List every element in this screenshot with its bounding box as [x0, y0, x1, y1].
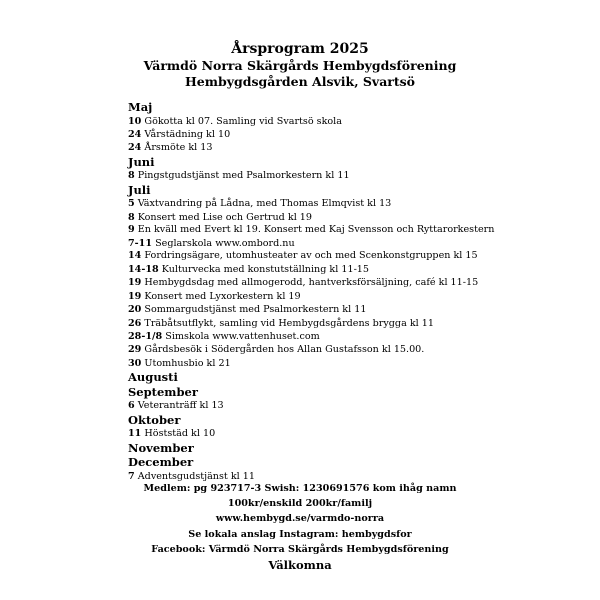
- event-date: 5: [128, 198, 135, 210]
- event-program: [128, 100, 498, 483]
- event-description: Gårdsbesök i Södergården hos Allan Gustafsson kl 15.00.: [144, 344, 425, 356]
- footer: [0, 481, 600, 573]
- event-entry: [128, 169, 498, 182]
- event-date: 24: [128, 142, 142, 154]
- event-date: 10: [128, 115, 142, 127]
- event-date: 19: [128, 276, 142, 288]
- month-heading: Augusti: [128, 370, 178, 385]
- event-entry: [128, 427, 498, 440]
- event-description: Konsert med Lyxorkestern kl 19: [144, 290, 301, 302]
- event-entry: [128, 343, 498, 356]
- event-description: Gökotta kl 07. Samling vid Svartsö skola: [144, 115, 342, 127]
- event-entry: [128, 128, 498, 141]
- event-description: Hembygdsdag med allmogerodd, hantverksförsäljning, café kl 11-15: [144, 276, 479, 288]
- event-entry: [128, 317, 498, 330]
- event-description: Konsert med Lise och Gertrud kl 19: [137, 211, 313, 223]
- event-date: 7-11: [128, 237, 153, 249]
- event-date: 24: [128, 128, 142, 140]
- event-entry: [128, 237, 498, 250]
- month-heading: September: [128, 384, 198, 399]
- event-description: En kväll med Evert kl 19. Konsert med Kaj Svensson och Ryttarorkestern: [137, 223, 495, 235]
- event-description: Kulturvecka med konstutställning kl 11-15: [161, 264, 370, 276]
- event-entry: [128, 357, 498, 370]
- facebook-line: Facebook: Värmdö Norra Skärgårds Hembygdsförening: [151, 543, 449, 555]
- event-description: Träbåtsutflykt, samling vid Hembygdsgårdens brygga kl 11: [144, 317, 434, 329]
- event-description: Veteranträff kl 13: [137, 400, 224, 412]
- event-description: Årsmöte kl 13: [144, 142, 213, 154]
- event-description: Pingstgudstjänst med Psalmorkestern kl 11: [137, 170, 350, 182]
- event-date: 26: [128, 317, 142, 329]
- event-description: Växtvandring på Lådna, med Thomas Elmqvist kl 13: [137, 198, 392, 210]
- event-description: Simskola www.vattenhuset.com: [165, 330, 320, 342]
- month-heading: Maj: [128, 100, 153, 114]
- welcome-text: Välkomna: [268, 558, 332, 573]
- organization-name: Värmdö Norra Skärgårds Hembygdsförening: [143, 58, 457, 73]
- event-entry: [128, 290, 498, 303]
- event-date: 28-1/8: [128, 330, 163, 342]
- event-date: 29: [128, 344, 142, 356]
- event-description: Fordringsägare, utomhusteater av och med Scenkonstgruppen kl 15: [144, 250, 478, 262]
- event-entry: [128, 115, 498, 128]
- event-entry: [128, 197, 498, 210]
- website-line: www.hembygd.se/varmdo-norra: [215, 513, 385, 525]
- event-entry: [128, 330, 498, 343]
- event-entry: [128, 250, 498, 263]
- event-date: 9: [128, 223, 135, 235]
- event-date: 8: [128, 211, 135, 223]
- event-entry: [128, 399, 498, 412]
- event-date: 30: [128, 357, 142, 369]
- event-description: Seglarskola www.ombord.nu: [155, 237, 295, 249]
- page-title: Årsprogram 2025: [231, 41, 369, 57]
- event-description: Utomhusbio kl 21: [144, 357, 231, 369]
- event-description: Vårstädning kl 10: [144, 128, 231, 140]
- membership-line: Medlem: pg 923717-3 Swish: 1230691576 kom ihåg namn: [143, 483, 457, 494]
- event-description: Sommargudstjänst med Psalmorkestern kl 11: [144, 304, 367, 316]
- event-description: Höststäd kl 10: [144, 428, 216, 440]
- month-heading: December: [128, 455, 194, 469]
- venue-name: Hembygdsgården Alsvik, Svartsö: [184, 74, 416, 89]
- event-date: 11: [128, 428, 142, 440]
- event-entry: [128, 277, 498, 290]
- event-description: Adventsgudstjänst kl 11: [137, 470, 255, 482]
- event-date: 7: [128, 470, 135, 482]
- event-date: 19: [128, 290, 142, 302]
- event-entry: [128, 303, 498, 316]
- month-heading: November: [128, 440, 194, 455]
- event-date: 6: [128, 400, 135, 412]
- event-date: 14: [128, 250, 142, 262]
- event-date: 8: [128, 170, 135, 182]
- event-entry: [128, 224, 498, 237]
- event-date: 14-18: [128, 264, 159, 276]
- event-entry: [128, 263, 498, 276]
- event-entry: [128, 211, 498, 224]
- header: [0, 40, 600, 90]
- month-heading: Juni: [128, 154, 155, 169]
- event-entry: [128, 141, 498, 154]
- event-date: 20: [128, 304, 142, 316]
- instagram-line: Se lokala anslag Instagram: hembygdsfor: [188, 528, 412, 540]
- fee-line: 100kr/enskild 200kr/familj: [227, 498, 373, 510]
- month-heading: Oktober: [128, 412, 181, 427]
- month-heading: Juli: [128, 182, 151, 197]
